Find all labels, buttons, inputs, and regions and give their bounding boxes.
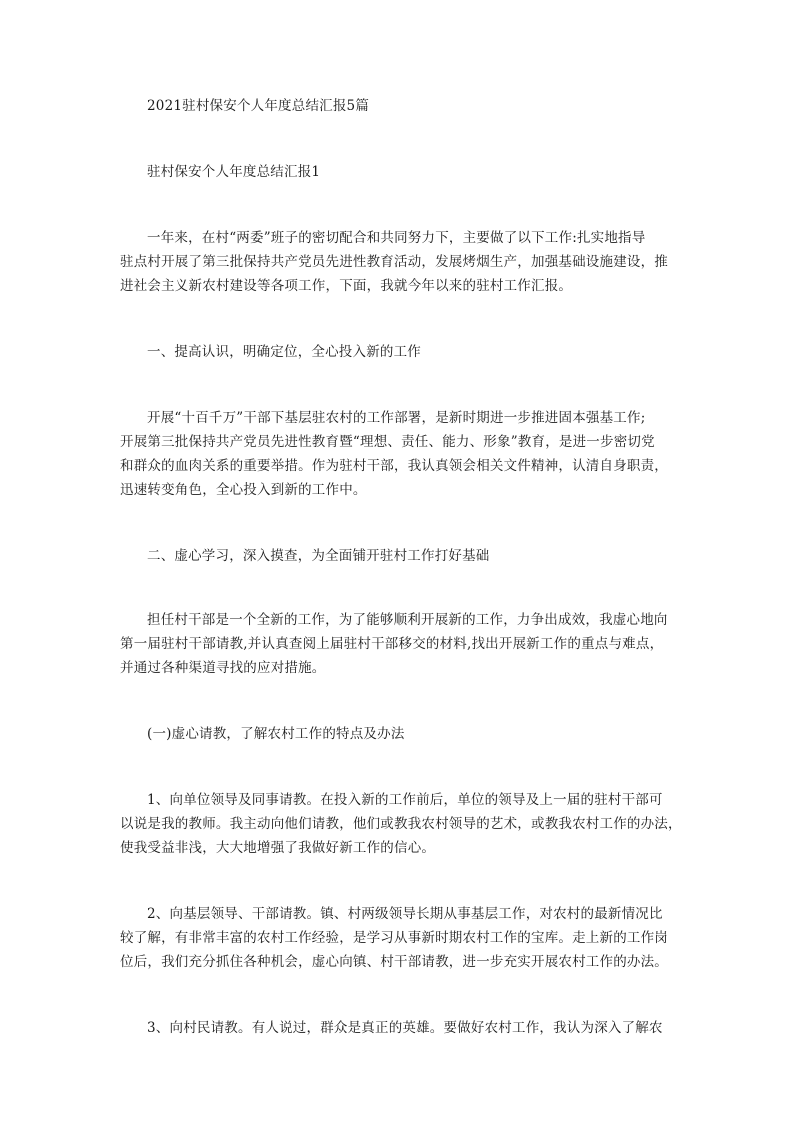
- paragraph-line: 开展第三批保持共产党员先进性教育暨“理想、责任、能力、形象”教育，是进一步密切党: [120, 434, 655, 450]
- paragraph-line: 和群众的血肉关系的重要举措。作为驻村干部，我认真领会相关文件精神，认清自身职责，: [120, 458, 668, 474]
- paragraph-line: 一年来，在村“两委”班子的密切配合和共同努力下，主要做了以下工作:扎实地指导: [147, 230, 646, 246]
- paragraph-line: 3、向村民请教。有人说过，群众是真正的英雄。要做好农村工作，我认为深入了解农: [147, 1020, 663, 1036]
- paragraph-line: 并通过各种渠道寻找的应对措施。: [120, 660, 326, 676]
- paragraph-line: 1、向单位领导及同事请教。在投入新的工作前后，单位的领导及上一届的驻村干部可: [147, 792, 663, 808]
- paragraph-line: 位后，我们充分抓住各种机会，虚心向镇、村干部请教，进一步充实开展农村工作的办法。: [120, 954, 668, 970]
- paragraph-line: 担任村干部是一个全新的工作，为了能够顺利开展新的工作，力争出成效，我虚心地向: [147, 612, 668, 628]
- paragraph-line: 进社会主义新农村建设等各项工作，下面，我就今年以来的驻村工作汇报。: [120, 278, 573, 294]
- paragraph-line: 使我受益非浅，大大地增强了我做好新工作的信心。: [120, 840, 436, 856]
- subsection-heading: (一)虚心请教，了解农村工作的特点及办法: [147, 726, 405, 742]
- paragraph-line: 第一届驻村干部请教,并认真查阅上届驻村干部移交的材料,找出开展新工作的重点与难点，: [120, 636, 664, 652]
- document-subtitle: 驻村保安个人年度总结汇报1: [147, 164, 321, 180]
- paragraph-line: 开展“十百千万”干部下基层驻农村的工作部署，是新时期进一步推进固本强基工作;: [147, 410, 646, 426]
- paragraph-line: 迅速转变角色，全心投入到新的工作中。: [120, 482, 367, 498]
- paragraph-line: 较了解，有非常丰富的农村工作经验，是学习从事新时期农村工作的宝库。走上新的工作岗: [120, 930, 668, 946]
- paragraph-line: 2、向基层领导、干部请教。镇、村两级领导长期从事基层工作，对农村的最新情况比: [147, 906, 663, 922]
- document-title: 2021驻村保安个人年度总结汇报5篇: [147, 98, 370, 114]
- paragraph-line: 以说是我的教师。我主动向他们请教，他们或教我农村领导的艺术，或教我农村工作的办法，: [120, 816, 682, 832]
- paragraph-line: 驻点村开展了第三批保持共产党员先进性教育活动，发展烤烟生产，加强基础设施建设，推: [120, 254, 668, 270]
- section-heading: 一、提高认识，明确定位，全心投入新的工作: [147, 344, 421, 360]
- section-heading: 二、虚心学习，深入摸查，为全面铺开驻村工作打好基础: [147, 548, 490, 564]
